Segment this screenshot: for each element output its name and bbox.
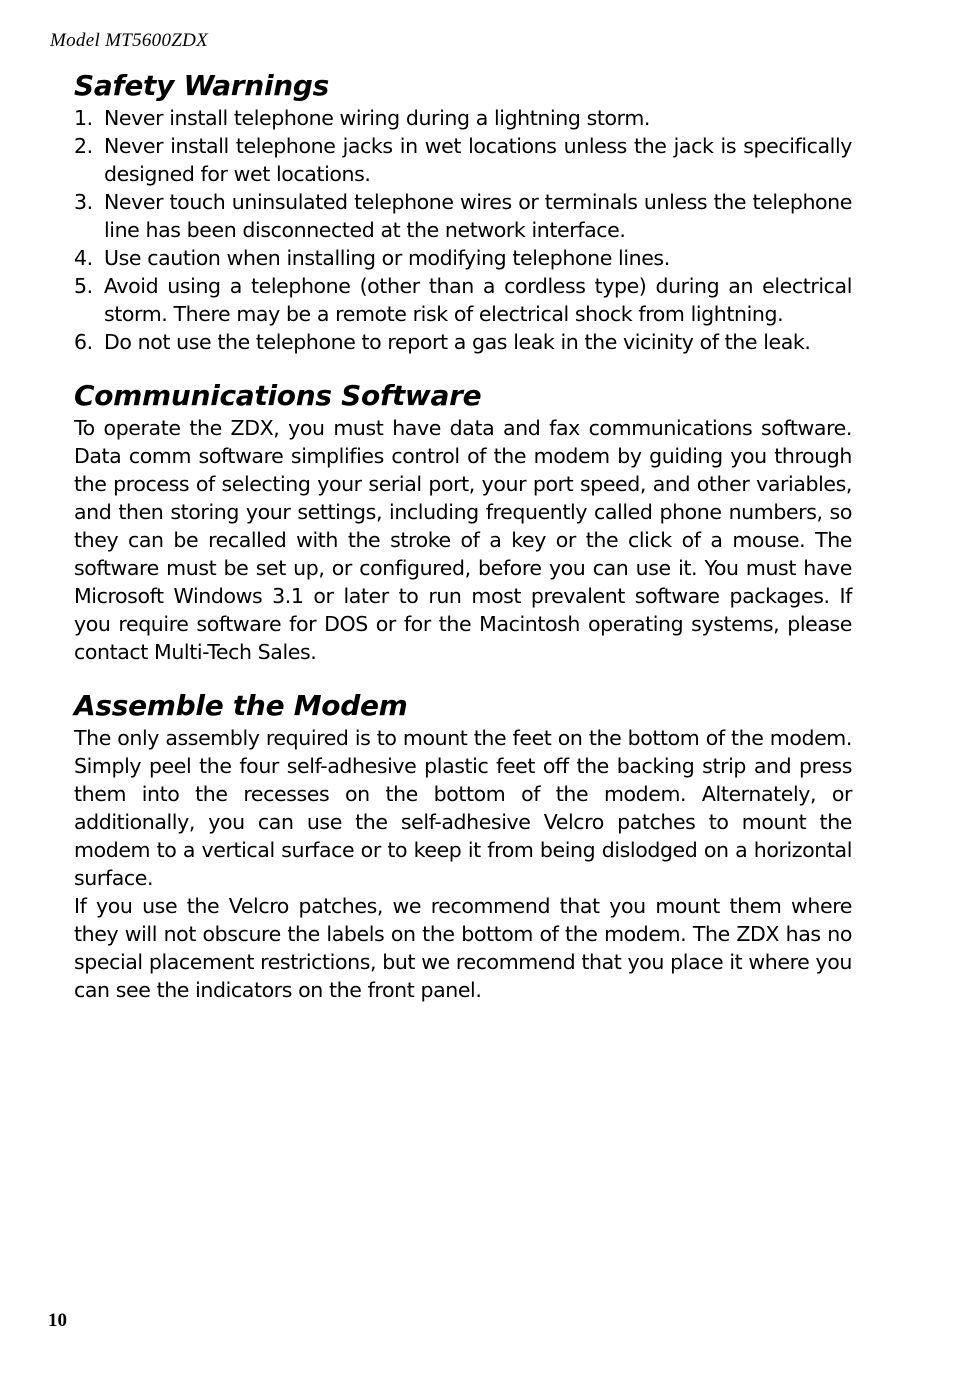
list-item-text: Never touch uninsulated telephone wires or terminals unless the telephone line has been disconnected at the network interface.: [104, 190, 852, 242]
list-item: [74, 104, 852, 132]
assemble-paragraph-2: If you use the Velcro patches, we recommend that you mount them where they will not obscure the labels on the bottom of the modem. The ZDX has no special placement restrictions, but we recommend that you place it where you can see the indicators on the front panel.: [74, 894, 852, 1002]
page-number: 10: [48, 1310, 67, 1331]
running-header-model: Model MT5600ZDX: [50, 30, 209, 51]
heading-communications-software: Communications Software: [74, 379, 482, 412]
list-item: [74, 132, 852, 188]
list-item-number: 2.: [74, 134, 93, 158]
list-item: [74, 272, 852, 328]
list-item-text: Avoid using a telephone (other than a cordless type) during an electrical storm. There may be a remote risk of electrical shock from lightning.: [104, 274, 852, 326]
list-item: [74, 188, 852, 244]
list-item-number: 1.: [74, 106, 93, 130]
section-communications-software: [74, 378, 852, 666]
list-item-text: Do not use the telephone to report a gas leak in the vicinity of the leak.: [104, 330, 811, 354]
heading-safety-warnings: Safety Warnings: [74, 69, 329, 102]
page-content: [74, 68, 852, 1004]
list-item-text: Never install telephone wiring during a lightning storm.: [104, 106, 651, 130]
section-assemble-modem: [74, 688, 852, 1004]
list-item-number: 4.: [74, 246, 93, 270]
list-item-number: 6.: [74, 330, 93, 354]
list-item: [74, 244, 852, 272]
software-paragraph: To operate the ZDX, you must have data and fax communications software. Data comm software simplifies control of the modem by guiding you through the process of selecting your serial port, your port speed, and other variables, and then storing your settings, including frequently called phone numbers, so they can be recalled with the stroke of a key or the click of a mouse. The software must be set up, or configured, before you can use it. You must have Microsoft Windows 3.1 or later to run most prevalent software packages. If you require software for DOS or for the Macintosh operating systems, please contact Multi-Tech Sales.: [74, 416, 852, 664]
list-item: [74, 328, 852, 356]
assemble-paragraph-1: The only assembly required is to mount the feet on the bottom of the modem. Simply peel the four self-adhesive plastic feet off the backing strip and press them into the recesses on the bottom of the modem. Alternately, or additionally, you can use the self-adhesive Velcro patches to mount the modem to a vertical surface or to keep it from being dislodged on a horizontal surface.: [74, 726, 852, 890]
safety-warnings-list: [74, 104, 852, 356]
list-item-number: 3.: [74, 190, 93, 214]
heading-assemble-modem: Assemble the Modem: [74, 689, 408, 722]
list-item-text: Never install telephone jacks in wet locations unless the jack is specifically designed for wet locations.: [104, 134, 852, 186]
section-safety-warnings: [74, 68, 852, 356]
list-item-text: Use caution when installing or modifying telephone lines.: [104, 246, 670, 270]
list-item-number: 5.: [74, 274, 93, 298]
